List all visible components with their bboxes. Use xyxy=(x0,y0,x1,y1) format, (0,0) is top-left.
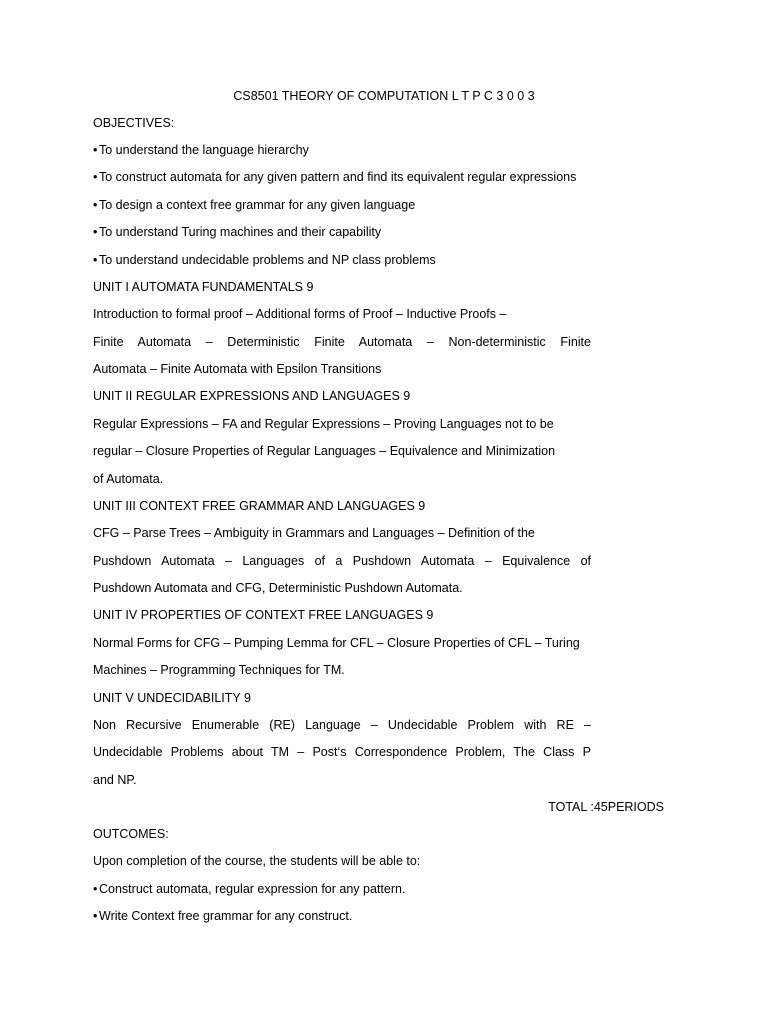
unit-2-text: Regular Expressions – FA and Regular Expressions – Proving Languages not to be xyxy=(93,417,554,431)
outcome-item xyxy=(93,908,352,924)
total-periods: TOTAL :45PERIODS xyxy=(548,800,664,814)
objective-item xyxy=(93,252,436,268)
outcome-item xyxy=(93,881,405,897)
unit-3-heading: UNIT III CONTEXT FREE GRAMMAR AND LANGUAGES 9 xyxy=(93,499,426,513)
bullet-icon: • xyxy=(93,170,98,184)
bullet-icon: • xyxy=(93,909,98,923)
objectives-heading: OBJECTIVES: xyxy=(93,116,175,130)
unit-1-text: Introduction to formal proof – Additional forms of Proof – Inductive Proofs – xyxy=(93,307,507,321)
objective-text: To design a context free grammar for any given language xyxy=(99,198,416,212)
outcomes-heading: OUTCOMES: xyxy=(93,827,169,841)
unit-1-text: Finite Automata – Deterministic Finite Automata – Non-deterministic Finite xyxy=(93,335,591,349)
bullet-icon: • xyxy=(93,143,98,157)
objective-item xyxy=(93,197,415,213)
objective-item xyxy=(93,142,309,158)
unit-4-text: Normal Forms for CFG – Pumping Lemma for CFL – Closure Properties of CFL – Turing xyxy=(93,636,580,650)
objective-item xyxy=(93,169,576,185)
unit-4-heading: UNIT IV PROPERTIES OF CONTEXT FREE LANGUAGES 9 xyxy=(93,608,434,622)
unit-5-heading: UNIT V UNDECIDABILITY 9 xyxy=(93,691,251,705)
outcomes-intro: Upon completion of the course, the students will be able to: xyxy=(93,854,421,868)
unit-3-text: CFG – Parse Trees – Ambiguity in Grammars and Languages – Definition of the xyxy=(93,526,535,540)
objective-text: To construct automata for any given pattern and find its equivalent regular expressions xyxy=(99,170,577,184)
unit-5-text: and NP. xyxy=(93,773,137,787)
unit-5-text: Undecidable Problems about TM – Post‘s Correspondence Problem, The Class P xyxy=(93,745,591,759)
unit-4-text: Machines – Programming Techniques for TM. xyxy=(93,663,345,677)
bullet-icon: • xyxy=(93,225,98,239)
unit-2-text: of Automata. xyxy=(93,472,164,486)
bullet-icon: • xyxy=(93,198,98,212)
unit-5-text: Non Recursive Enumerable (RE) Language – Undecidable Problem with RE – xyxy=(93,718,591,732)
objective-text: To understand Turing machines and their capability xyxy=(99,225,382,239)
bullet-icon: • xyxy=(93,882,98,896)
bullet-icon: • xyxy=(93,253,98,267)
unit-3-text: Pushdown Automata – Languages of a Pushdown Automata – Equivalence of xyxy=(93,554,591,568)
outcome-text: Write Context free grammar for any construct. xyxy=(99,909,353,923)
unit-1-heading: UNIT I AUTOMATA FUNDAMENTALS 9 xyxy=(93,280,314,294)
unit-2-heading: UNIT II REGULAR EXPRESSIONS AND LANGUAGES 9 xyxy=(93,389,411,403)
objective-item xyxy=(93,224,381,240)
objective-text: To understand undecidable problems and NP class problems xyxy=(99,253,436,267)
unit-2-text: regular – Closure Properties of Regular Languages – Equivalence and Minimization xyxy=(93,444,556,458)
document-title: CS8501 THEORY OF COMPUTATION L T P C 3 0 0 3 xyxy=(233,89,535,103)
outcome-text: Construct automata, regular expression for any pattern. xyxy=(99,882,406,896)
objective-text: To understand the language hierarchy xyxy=(99,143,309,157)
unit-3-text: Pushdown Automata and CFG, Deterministic Pushdown Automata. xyxy=(93,581,463,595)
unit-1-text: Automata – Finite Automata with Epsilon Transitions xyxy=(93,362,382,376)
